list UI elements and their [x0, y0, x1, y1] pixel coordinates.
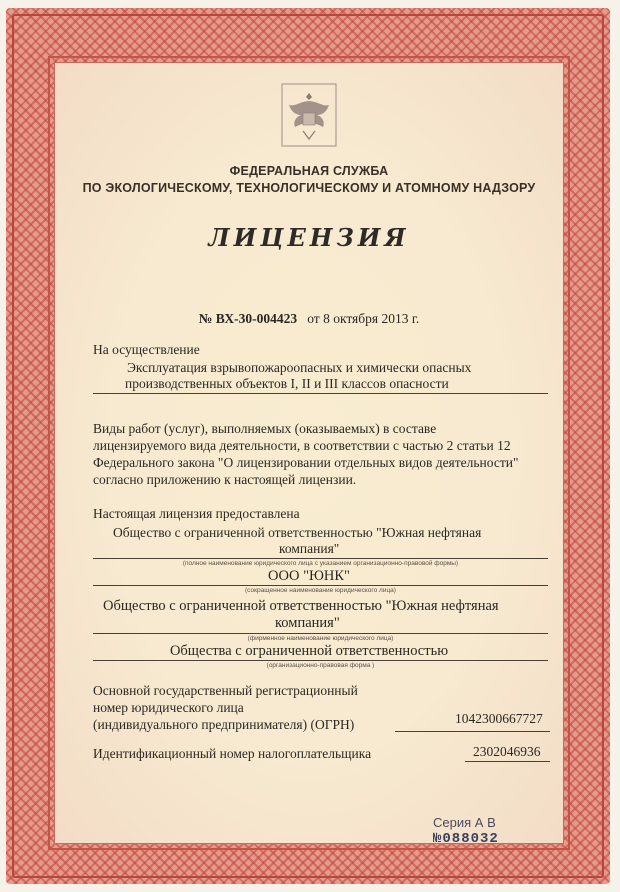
works-line-3: Федерального закона "О лицензировании отдельных видов деятельности": [93, 455, 519, 470]
brand-name-caption: (фирменное наименование юридического лица): [247, 635, 394, 642]
agency-line-1: ФЕДЕРАЛЬНАЯ СЛУЖБА: [229, 164, 389, 178]
works-line-1: Виды работ (услуг), выполняемых (оказываемых) в составе: [93, 421, 437, 436]
ogrn-label-3: (индивидуального предпринимателя) (ОГРН): [93, 717, 355, 732]
license-sheet: [54, 62, 564, 847]
full-name-underline: [93, 558, 548, 559]
license-date: от 8 октября 2013 г.: [307, 311, 420, 326]
inn-label: Идентификационный номер налогоплательщика: [93, 746, 372, 761]
legal-form-underline: [93, 660, 548, 661]
holder-label: Настоящая лицензия предоставлена: [93, 506, 300, 521]
series-letters: А В: [474, 815, 496, 830]
activity-label: На осуществление: [93, 342, 200, 357]
license-number-row: [55, 311, 563, 327]
ogrn-underline: [395, 731, 550, 732]
holder-legal-form: Общества с ограниченной ответственностью: [169, 643, 449, 659]
inn-underline: [465, 761, 550, 762]
series-label: Серия: [433, 815, 472, 830]
coat-of-arms-emblem: [281, 83, 337, 147]
short-name-caption: (сокращенное наименование юридического лица): [245, 587, 396, 594]
holder-full-name-1: Общество с ограниченной ответственностью "Южная нефтяная: [113, 525, 482, 540]
holder-brand-name-2: компания": [275, 615, 340, 631]
works-line-2: лицензируемого вида деятельности, в соответствии с частью 2 статьи 12: [93, 438, 511, 453]
legal-form-caption: (организационно-правовая форма ): [266, 662, 375, 669]
activity-underline: [93, 393, 548, 394]
brand-name-underline: [93, 633, 548, 634]
inn-value: 2302046936: [473, 744, 541, 759]
full-name-caption: (полное наименование юридического лица с указанием организационно-правовой формы): [182, 560, 459, 567]
activity-line-1: Эксплуатация взрывопожароопасных и химически опасных: [127, 360, 472, 375]
number-sign: №: [198, 311, 213, 326]
holder-full-name-2: компания": [279, 541, 340, 556]
holder-brand-name-1: Общество с ограниченной ответственностью "Южная нефтяная: [103, 598, 499, 614]
holder-short-name: ООО "ЮНК": [268, 568, 350, 584]
short-name-underline: [93, 585, 548, 586]
document-title: ЛИЦЕНЗИЯ: [208, 223, 410, 252]
activity-line-2: производственных объектов I, II и III классов опасности: [125, 376, 449, 391]
works-line-4: согласно приложению к настоящей лицензии.: [93, 472, 357, 487]
license-number: ВХ-30-004423: [215, 311, 298, 326]
series-number-sign: №: [433, 831, 443, 847]
ogrn-label-2: номер юридического лица: [93, 700, 244, 715]
ogrn-label-1: Основной государственный регистрационный: [93, 683, 358, 698]
agency-line-2: ПО ЭКОЛОГИЧЕСКОМУ, ТЕХНОЛОГИЧЕСКОМУ И АТОМНОМУ НАДЗОРУ: [82, 181, 536, 195]
series-number: 088032: [442, 831, 499, 847]
license-border: [6, 8, 610, 884]
ogrn-value: 1042300667727: [455, 711, 543, 726]
series-row: [433, 815, 563, 847]
